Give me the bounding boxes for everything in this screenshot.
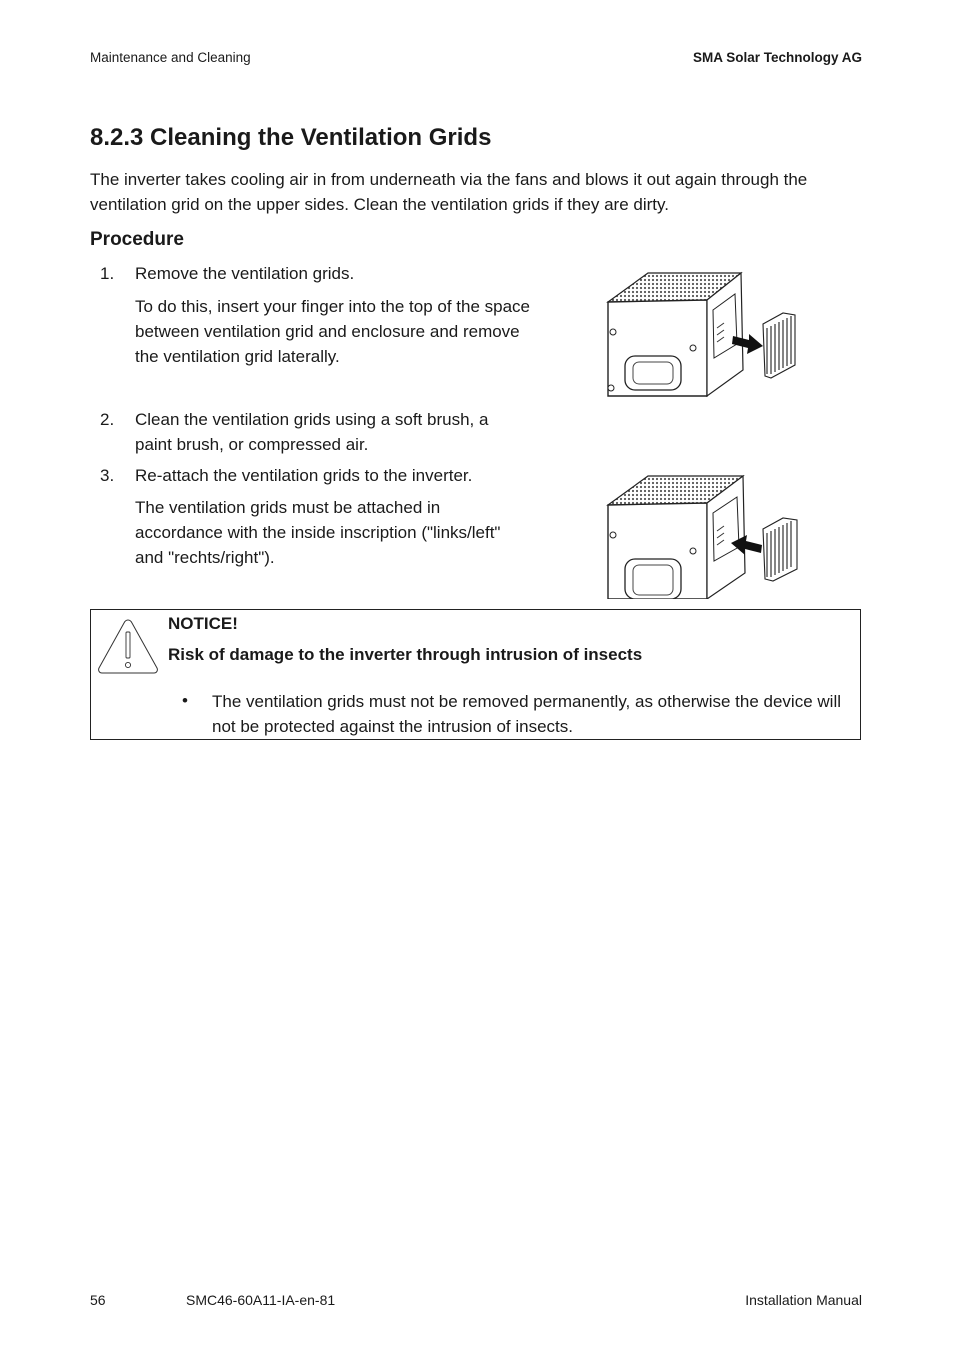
notice-heading: Risk of damage to the inverter through intrusion of insects — [168, 645, 643, 664]
step-1-detail: To do this, insert your finger into the top of the space between ventilation grid and enclosure and remove the ventilation grid laterally. — [135, 297, 531, 366]
running-header-company: SMA Solar Technology AG — [692, 50, 862, 65]
intro-paragraph: The inverter takes cooling air in from underneath via the fans and blows it out again through the ventilation grid on the upper sides. Clean the ventilation grids if they are dirty. — [90, 170, 808, 214]
step-number: 3. — [100, 466, 115, 485]
page-number: 56 — [90, 1292, 106, 1308]
notice-label: NOTICE! — [168, 614, 238, 633]
document-type: Installation Manual — [745, 1292, 862, 1308]
notice-bullet-text: The ventilation grids must not be removed permanently, as otherwise the device will not be protected against the intrusion of insects. — [212, 692, 841, 736]
running-header-section: Maintenance and Cleaning — [90, 50, 251, 65]
step-text: Re-attach the ventilation grids to the inverter. — [135, 466, 473, 485]
section-title: 8.2.3 Cleaning the Ventilation Grids — [90, 124, 492, 151]
step-text: Remove the ventilation grids. — [135, 264, 355, 283]
step-3-detail: The ventilation grids must be attached in accordance with the inside inscription ("links/left" and "rechts/right"). — [135, 498, 501, 567]
bullet-marker: • — [182, 691, 188, 710]
step-number: 1. — [100, 264, 115, 283]
document-id: SMC46-60A11-IA-en-81 — [186, 1292, 336, 1308]
step-number: 2. — [100, 410, 115, 429]
inverter-remove-grid-illustration — [603, 270, 803, 398]
warning-triangle-icon — [96, 616, 160, 678]
inverter-attach-grid-illustration — [603, 473, 803, 599]
procedure-heading: Procedure — [90, 229, 184, 250]
step-text: Clean the ventilation grids using a soft brush, a paint brush, or compressed air. — [135, 410, 489, 454]
notice-box — [90, 609, 861, 740]
